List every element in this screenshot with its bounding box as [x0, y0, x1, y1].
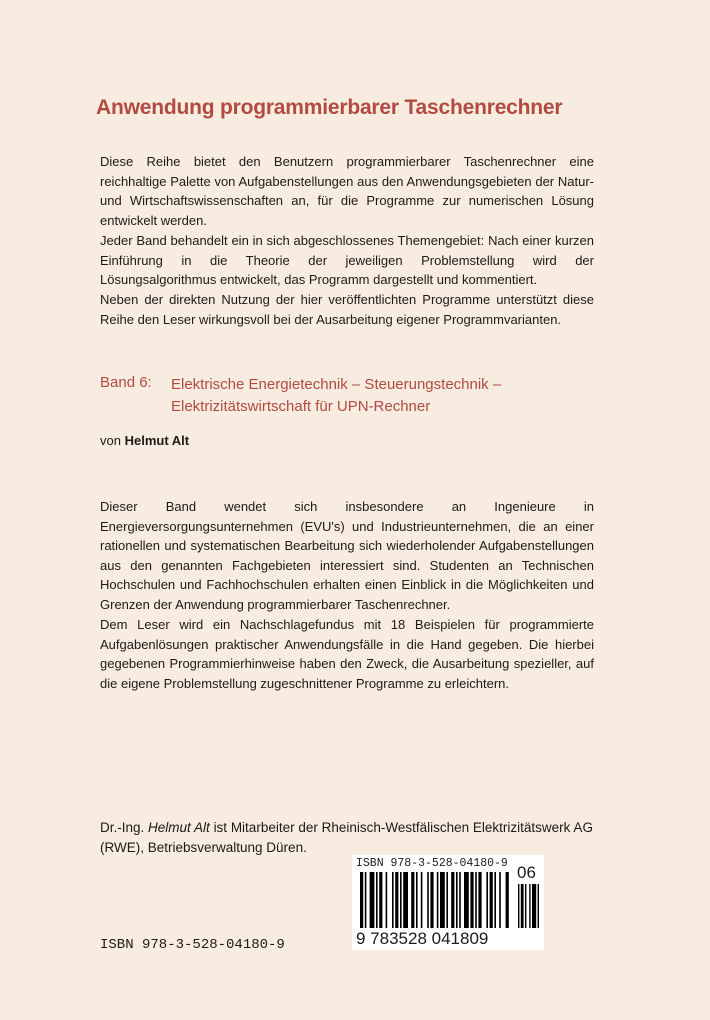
barcode-addon-bar: [538, 884, 539, 928]
barcode-bar: [411, 872, 414, 928]
barcode-addon-bar: [525, 884, 526, 928]
barcode-bar: [379, 872, 382, 928]
author-name: Helmut Alt: [124, 433, 190, 448]
series-paragraph-1: Diese Reihe bietet den Benutzern programmierbarer Taschenrechner eine reichhaltige Palette von Aufgabenstellungen aus den Anwendungsgebieten der Natur- und Wirtschaftswissenschaften an, für die Programme zur numerischen Lösung entwickelt werden.: [100, 154, 594, 228]
author-bio: [100, 818, 620, 858]
barcode-bar: [486, 872, 488, 928]
barcode-addon-bar: [529, 884, 530, 928]
series-title: Anwendung programmierbarer Taschenrechner: [96, 96, 563, 119]
barcode-addon-bar: [521, 884, 524, 928]
barcode-bar: [490, 872, 493, 928]
author-prefix: von: [100, 433, 121, 448]
barcode-bar: [376, 872, 378, 928]
barcode-bar: [440, 872, 445, 928]
bio-name: Helmut Alt: [148, 820, 210, 835]
barcode-bar: [395, 872, 398, 928]
band-title-line-1: Elektrische Energietechnik – Steuerungstechnik –: [171, 376, 502, 393]
barcode-bar: [392, 872, 394, 928]
barcode-bar: [437, 872, 439, 928]
band-title-line-2: Elektrizitätswirtschaft für UPN-Rechner: [171, 398, 431, 415]
barcode-bar: [430, 872, 433, 928]
barcode-bar: [464, 872, 469, 928]
barcode-bar: [456, 872, 458, 928]
bio-title: Dr.-Ing.: [100, 820, 145, 835]
barcode-bar: [360, 872, 363, 928]
barcode-bar: [506, 872, 509, 928]
book-paragraph-1: Dieser Band wendet sich insbesondere an Ingenieure in Energieversorgungsunternehmen (EVU's) und Industrieunternehmen, die an einer rationellen und systematischen Bearbeitung sich wiederholender Aufgabenstellungen aus den genannten Fachgebieten interessiert sind. Studenten an Technischen Hochschulen und Fachhochschulen erhalten einen Einblick in die Möglichkeiten und Grenzen der Anwendung programmierbarer Taschenrechner.: [100, 499, 594, 612]
bio-text-line-2: (RWE), Betriebsverwaltung Düren.: [100, 840, 307, 855]
barcode-bar: [470, 872, 473, 928]
barcode-addon-bar: [518, 884, 519, 928]
band-title: [171, 374, 501, 418]
band-label: Band 6:: [100, 374, 152, 391]
barcode-isbn-text: ISBN 978-3-528-04180-9: [356, 857, 508, 870]
barcode-bar: [475, 872, 477, 928]
series-paragraph-2: Jeder Band behandelt ein in sich abgeschlossenes Themengebiet: Nach einer kurzen Einführung in die Theorie der jeweiligen Problemstellung wird der Lösungsalgorithmus entwickelt, das Programm dargestellt und kommentiert.: [100, 233, 594, 287]
author-line: [100, 433, 189, 448]
barcode-bar: [416, 872, 418, 928]
barcode-bar: [400, 872, 402, 928]
bio-text-line-1: ist Mitarbeiter der Rheinisch-Westfälischen Elektrizitätswerk AG: [213, 820, 593, 835]
barcode-bar: [365, 872, 367, 928]
barcode-bar: [451, 872, 454, 928]
barcode-bar: [403, 872, 408, 928]
barcode-bar: [494, 872, 496, 928]
barcode-addon: 06: [517, 863, 536, 882]
barcode-bars: [358, 872, 540, 928]
barcode-digits: 9 783528 041809: [356, 929, 489, 948]
barcode-addon-bar: [532, 884, 536, 928]
barcode-bar: [446, 872, 448, 928]
barcode-bar: [370, 872, 375, 928]
barcode: [352, 855, 544, 950]
series-paragraph-3: Neben der direkten Nutzung der hier veröffentlichten Programme unterstützt diese Reihe den Leser wirkungsvoll bei der Ausarbeitung eigener Programmvarianten.: [100, 292, 594, 327]
barcode-bar: [459, 872, 461, 928]
barcode-bar: [478, 872, 481, 928]
book-paragraph-2: Dem Leser wird ein Nachschlagefundus mit 18 Beispielen für programmierte Aufgabenlösungen praktischer Anwendungsfälle in die Hand gegeben. Die hierbei gegebenen Programmierhinweise haben den Zweck, die Ausarbeitung spezieller, auf die eigene Problemstellung zugeschnittener Programme zu erleichtern.: [100, 617, 594, 691]
barcode-bar: [386, 872, 388, 928]
barcode-bar: [427, 872, 429, 928]
isbn-bottom: ISBN 978-3-528-04180-9: [100, 937, 285, 953]
barcode-bar: [499, 872, 501, 928]
barcode-bar: [421, 872, 423, 928]
